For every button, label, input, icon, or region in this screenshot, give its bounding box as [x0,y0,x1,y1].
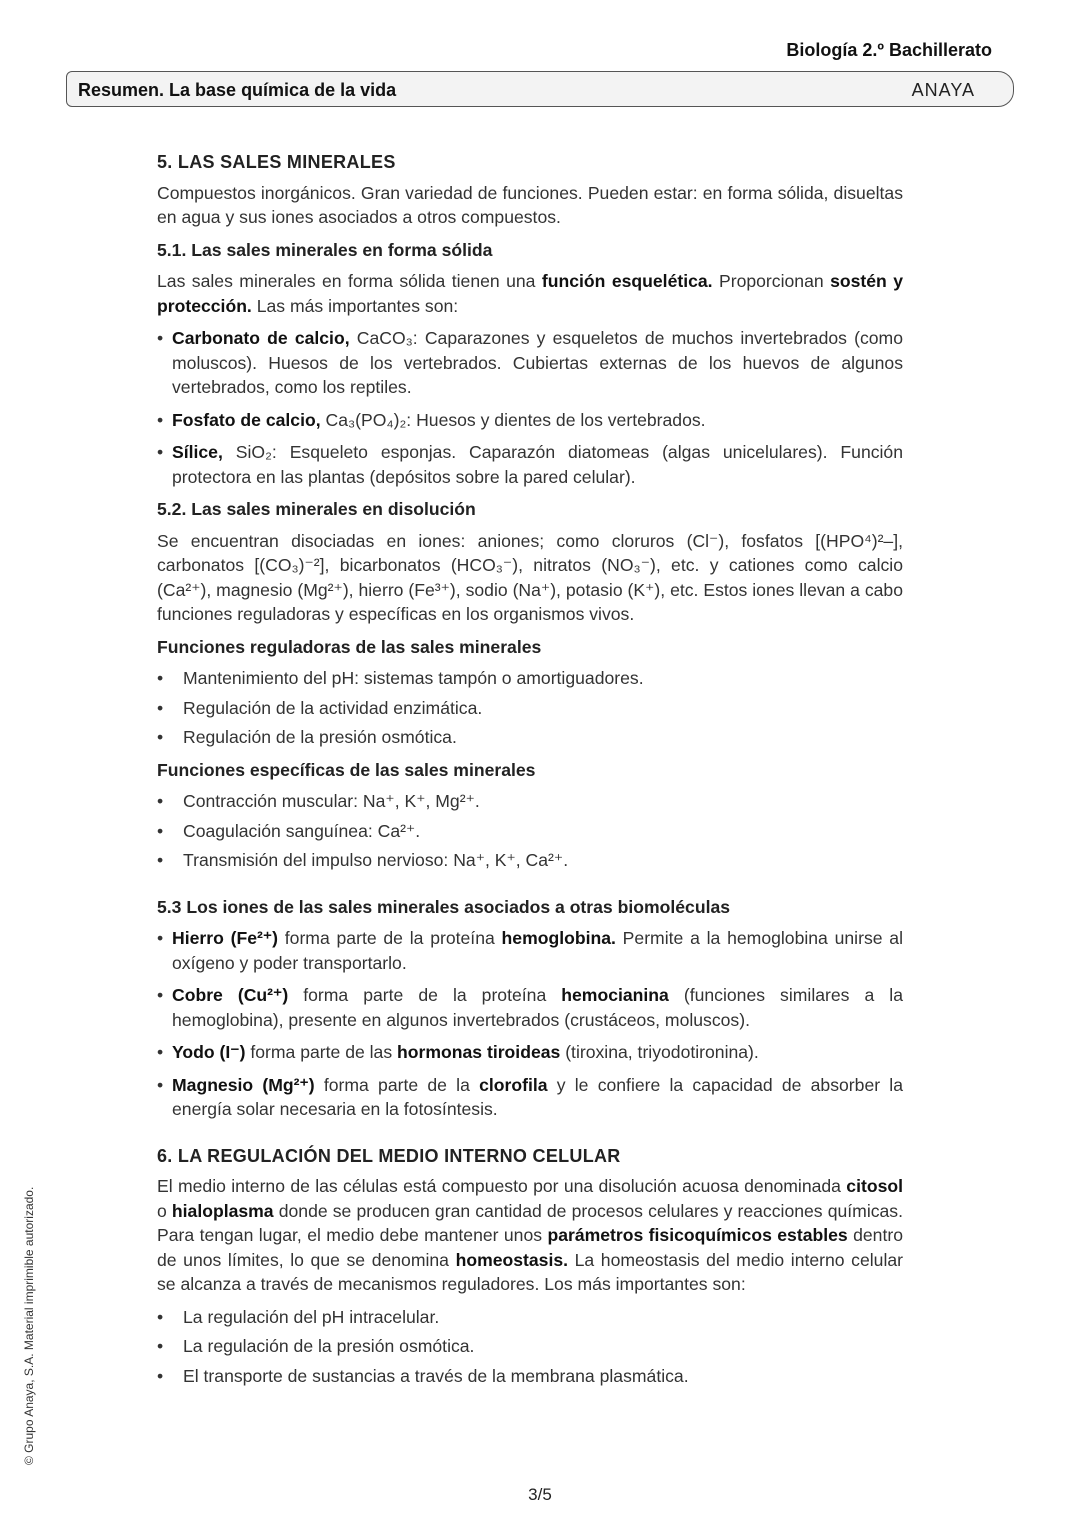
list-item [157,666,903,691]
spacer [157,1130,903,1144]
text-run: Ca₃(PO₄)₂: Huesos y dientes de los vertebrados. [320,409,706,430]
page-number: 3/5 [528,1485,552,1504]
bold-term: clorofila [479,1074,548,1095]
text-run: donde se producen gran cantidad de procesos celulares y reacciones químicas. Para tengan lugar, el medio debe mantener unos [157,1200,903,1245]
bold-term: hialoplasma [171,1200,274,1221]
subsection-heading: Funciones reguladoras de las sales minerales [157,636,542,657]
title-banner [66,71,1014,107]
text-run: La homeostasis del medio interno celular se alcanza a través de mecanismos reguladores. Los más importantes son: [157,1249,904,1294]
text-run: Mantenimiento del pH: sistemas tampón o amortiguadores. [183,668,644,688]
bold-term: Magnesio (Mg²⁺) [172,1074,315,1095]
bullet-list [157,926,903,1122]
list-item [157,725,903,750]
text-run: Se encuentran disociadas en iones: aniones; como cloruros (Cl⁻), fosfatos [(HPO⁴)²–], carbonatos [(CO₃)⁻²], bicarbonatos (HCO₃⁻), nitratos (NO₃⁻), etc. y cationes como calcio (Ca²⁺), magnesio (Mg²⁺), hierro (Fe³⁺), sodio (Na⁺), potasio (K⁺), etc. Estos iones llevan a cabo funciones reguladoras y específicas en los organismos vivos. [157,530,903,624]
bold-term: hemocianina [561,985,669,1005]
text-run: El medio interno de las células está compuesto por una disolución acuosa denominada [157,1176,847,1196]
text-run: Las sales minerales en forma sólida tienen una [157,271,542,291]
text-run: forma parte de la proteína [278,928,502,948]
bold-term: Hierro (Fe²⁺) [172,928,278,948]
text-run: Coagulación sanguínea: Ca²⁺. [183,820,421,841]
bold-term: Fosfato de calcio, [172,409,321,430]
text-run: Las más importantes son: [251,295,459,316]
subsection-heading: 5.2. Las sales minerales en disolución [157,499,476,519]
subsection-heading: Funciones específicas de las sales minerales [157,759,536,780]
bullet-list [157,326,903,489]
list-item [157,326,903,400]
bold-term: hemoglobina. [501,928,616,948]
list-item [157,440,903,489]
text-run: o [157,1200,172,1221]
bold-term: homeostasis. [455,1249,569,1270]
text-run: Transmisión del impulso nervioso: Na⁺, K⁺, Ca²⁺. [183,850,569,870]
text-run: Contracción muscular: Na⁺, K⁺, Mg²⁺. [183,791,480,811]
section-heading: 5. LAS SALES MINERALES [157,152,396,172]
paragraph [157,181,903,230]
text-run: Regulación de la presión osmótica. [183,727,457,747]
list-item [157,926,903,975]
bullet-list [157,1305,903,1389]
section-heading: 6. LA REGULACIÓN DEL MEDIO INTERNO CELULAR [157,1145,621,1166]
publisher-logo: ANAYA [911,80,975,100]
text-run: y le confiere la capacidad de absorber la energía solar necesaria en la fotosíntesis. [172,1074,904,1119]
copyright-note: © Grupo Anaya, S.A. Material imprimible autorizado. [22,1186,36,1465]
spacer [157,881,903,895]
text-run: dentro de unos límites, lo que se denomina [157,1225,903,1270]
list-item [157,789,903,814]
text-run: forma parte de la proteína [288,985,562,1005]
bold-term: Carbonato de calcio, [172,328,350,348]
list-item [157,1305,903,1330]
paragraph [157,269,903,318]
bullet-list [157,666,903,750]
subsection-heading: 5.1. Las sales minerales en forma sólida [157,239,493,260]
text-run: Proporcionan [712,271,831,291]
text-run: El transporte de sustancias a través de la membrana plasmática. [183,1365,689,1386]
text-run: SiO₂: Esqueleto esponjas. Caparazón diatomeas (algas unicelulares). Función protectora en las plantas (depósitos sobre la pared celular). [172,442,903,487]
text-run: Regulación de la actividad enzimática. [183,697,483,718]
bold-term: citosol [846,1176,903,1196]
list-item [157,848,903,873]
text-run: La regulación de la presión osmótica. [183,1336,475,1356]
paragraph [157,1174,903,1297]
bold-term: hormonas tiroideas [397,1042,561,1062]
list-item [157,1040,903,1065]
paragraph [157,529,903,627]
list-item [157,408,903,433]
bold-term: función esquelética. [541,271,713,291]
text-run: La regulación del pH intracelular. [183,1306,440,1327]
bold-term: sostén y protección. [157,271,903,316]
bold-term: parámetros fisicoquímicos estables [547,1225,848,1245]
document-body [157,150,903,1396]
bold-term: Cobre (Cu²⁺) [172,985,289,1005]
list-item [157,1364,903,1389]
list-item [157,1073,903,1122]
text-run: forma parte de las [245,1042,398,1062]
list-item [157,819,903,844]
text-run: (tiroxina, triyodotironina). [560,1042,759,1062]
text-run: forma parte de la [314,1074,480,1095]
subject-label: Biología 2.º Bachillerato [786,40,992,60]
list-item [157,696,903,721]
text-run: Permite a la hemoglobina unirse al oxígeno y poder transportarlo. [172,928,904,973]
subsection-heading: 5.3 Los iones de las sales minerales asociados a otras biomoléculas [157,896,731,917]
bold-term: Yodo (I⁻) [172,1042,246,1062]
list-item [157,1334,903,1359]
bold-term: Sílice, [172,442,223,462]
list-item [157,983,903,1032]
document-title: Resumen. La base química de la vida [78,80,397,100]
text-run: Compuestos inorgánicos. Gran variedad de funciones. Pueden estar: en forma sólida, disueltas en agua y sus iones asociados a otros compuestos. [157,182,903,227]
text-run: CaCO₃: Caparazones y esqueletos de muchos invertebrados (como moluscos). Huesos de los vertebrados. Cubiertas externas de los huevos de algunos vertebrados, como los reptiles. [172,328,903,397]
text-run: (funciones similares a la hemoglobina), presente en algunos invertebrados (crustáceos, moluscos). [172,985,903,1030]
bullet-list [157,789,903,873]
